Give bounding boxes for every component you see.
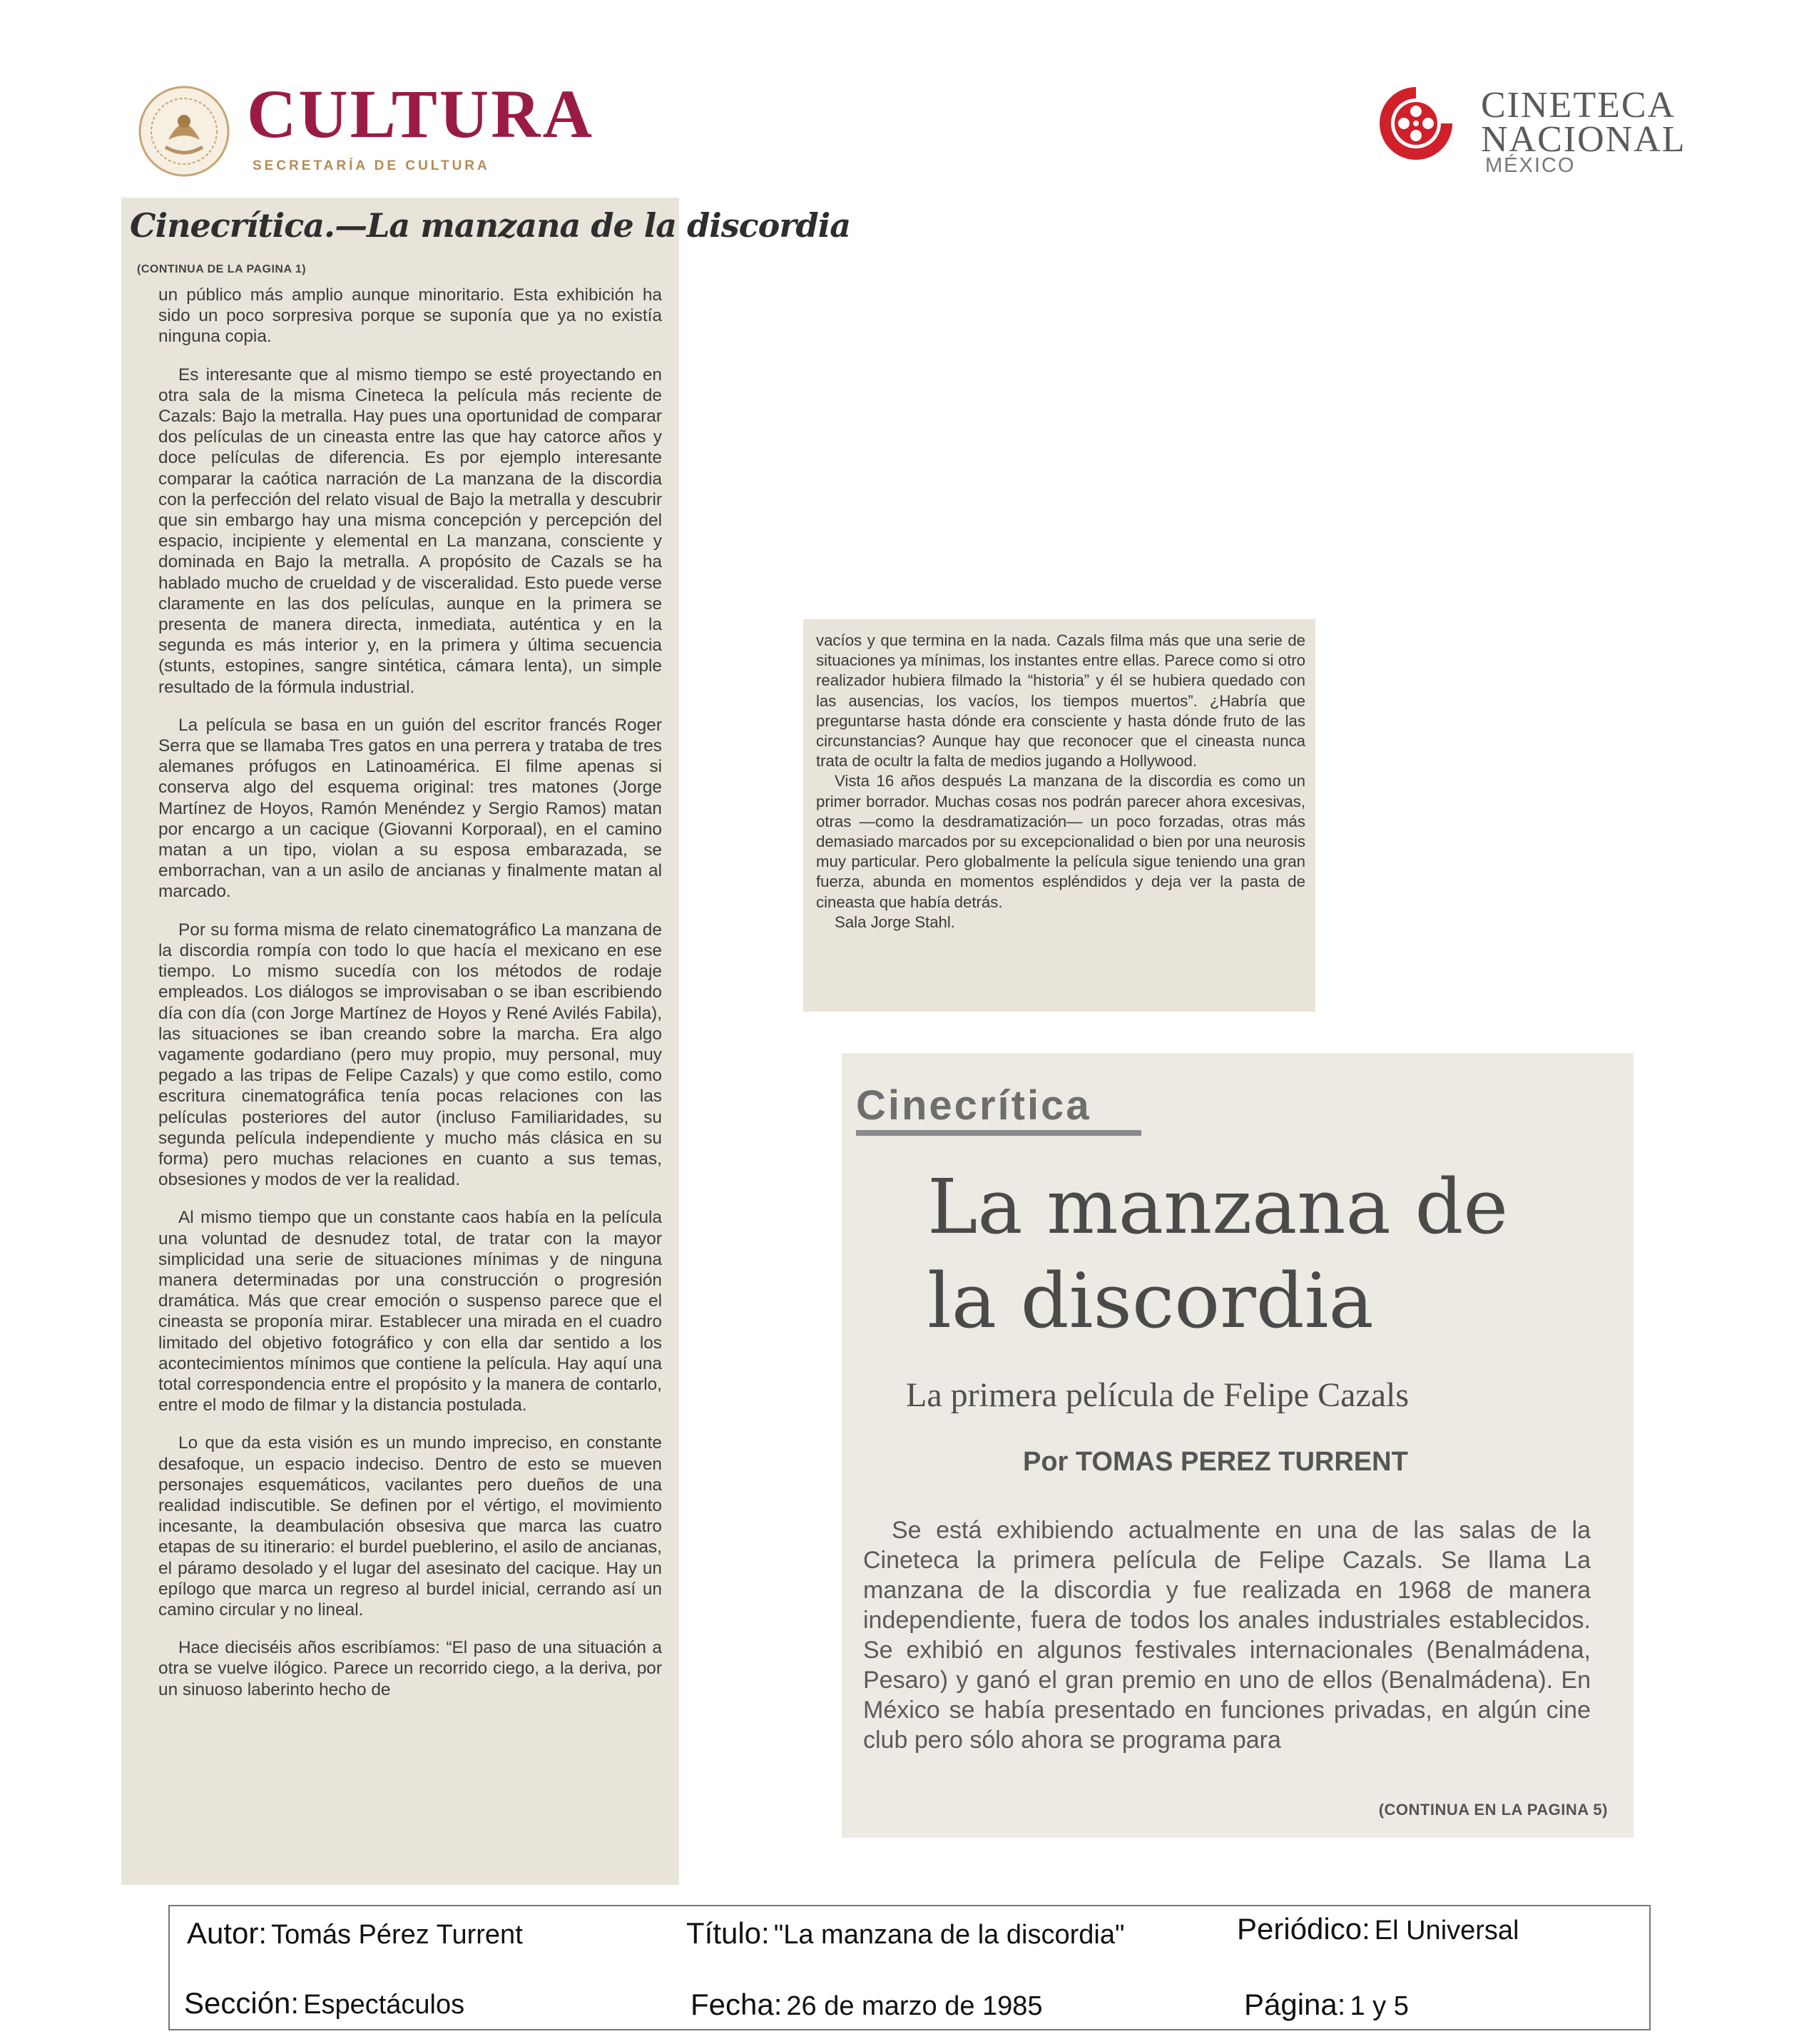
continued-from-note: (CONTINUA DE LA PAGINA 1) bbox=[137, 263, 307, 275]
article-body bbox=[158, 285, 662, 1717]
headline-line: la discordia bbox=[927, 1257, 1374, 1345]
autor-label: Autor: bbox=[187, 1916, 268, 1950]
clipping-ending bbox=[803, 619, 1315, 1012]
article-body bbox=[816, 631, 1305, 932]
fecha-label: Fecha: bbox=[691, 1988, 783, 2021]
paragraph: Al mismo tiempo que un constante caos había en la película una voluntad de desnudez total, de tratar con la mayor simplicidad una serie de situaciones mínimas y de ninguna manera determinadas por una construcción o progresión dramática. Más que crear emoción o suspenso parece que el cineasta se proponía mirar. Establecer una mirada en el cuadro limitado del objetivo fotográfico y con ella dar sentido a los acontecimientos mínimos que contiene la película. Hay aquí una total correspondencia entre el propósito y la manera de contarlo, entre el modo de filmar y la distancia postulada. bbox=[158, 1208, 662, 1415]
periodico-value: El Universal bbox=[1374, 1916, 1519, 1946]
titulo-value: "La manzana de la discordia" bbox=[773, 1920, 1125, 1950]
pagina-value: 1 y 5 bbox=[1350, 1991, 1409, 2021]
article-body bbox=[863, 1515, 1591, 1755]
paragraph: Se está exhibiendo actualmente en una de las salas de la Cineteca la primera película de Felipe Cazals. Se llama La manzana de la discordia y fue realizada en 1968 de manera independiente, fuera de todos los anales industriales establecidos. Se exhibió en algunos festivales internacionales (Benalmádena, Pesaro) y ganó el gran premio en uno de ellos (Benalmádena). En México se había presentado en funciones privadas, en algún cine club pero sólo ahora se programa para bbox=[863, 1517, 1591, 1754]
fecha-value: 26 de marzo de 1985 bbox=[786, 1991, 1043, 2021]
metadata-box bbox=[168, 1905, 1651, 2030]
headline-line: La manzana de bbox=[927, 1163, 1509, 1251]
titulo-field bbox=[686, 1916, 1124, 1951]
seccion-value: Espectáculos bbox=[303, 1990, 465, 2020]
seccion-field bbox=[184, 1986, 464, 2020]
cultura-title: CULTURA bbox=[247, 76, 594, 152]
pagina-field bbox=[1244, 1988, 1409, 2022]
autor-field bbox=[187, 1916, 523, 1951]
paragraph: un público más amplio aunque minoritario. Esta exhibición ha sido un poco sorpresiva porque se suponía que ya no existía ninguna copia. bbox=[158, 285, 662, 347]
cineteca-logo-text bbox=[1481, 85, 1686, 160]
section-label: Cinecrítica bbox=[856, 1082, 1091, 1129]
film-reel-icon bbox=[1375, 83, 1457, 164]
deck: La primera película de Felipe Cazals bbox=[906, 1376, 1410, 1414]
periodico-field bbox=[1237, 1912, 1519, 1946]
mexican-seal-icon bbox=[137, 84, 231, 178]
clipping-title: Cinecrítica.—La manzana de la discordia bbox=[130, 206, 850, 245]
pagina-label: Página: bbox=[1244, 1988, 1346, 2021]
autor-value: Tomás Pérez Turrent bbox=[271, 1920, 523, 1950]
cineteca-line2: NACIONAL bbox=[1481, 118, 1686, 160]
paragraph: Por su forma misma de relato cinematográfico La manzana de la discordia rompía con todo lo que hacía el mexicano en ese tiempo. Lo mismo sucedía con los métodos de rodaje empleados. Los diálogos se improvisaban o se iban escribiendo día con día (con Jorge Martínez de Hoyos y René Avilés Fabila), las situaciones se iban creando sobre la marcha. Era algo vagamente godardiano (pero muy propio, muy personal, muy pegado a las tripas de Felipe Cazals) y que como estilo, como escritura cinematográfica tenía pocas relaciones con las películas posteriores del autor (incluso Familiaridades, su segunda película independiente y mucho más clásica en su forma) pero muchas relaciones en cuanto a sus temas, obsesiones y modos de ver la realidad. bbox=[158, 920, 662, 1190]
clipping-continuation bbox=[121, 198, 850, 1885]
seccion-label: Sección: bbox=[184, 1986, 300, 2020]
fecha-field bbox=[691, 1988, 1043, 2022]
titulo-label: Título: bbox=[686, 1916, 770, 1950]
periodico-label: Periódico: bbox=[1237, 1912, 1370, 1946]
section-rule bbox=[856, 1130, 1141, 1136]
paragraph: Hace dieciséis años escribíamos: “El paso de una situación a otra se vuelve ilógico. Parece un recorrido ciego, a la deriva, por un sinuoso laberinto hecho de bbox=[158, 1638, 662, 1699]
paragraph: Sala Jorge Stahl. bbox=[835, 912, 955, 931]
byline: Por TOMAS PEREZ TURRENT bbox=[1023, 1447, 1408, 1477]
continued-to-note: (CONTINUA EN LA PAGINA 5) bbox=[1378, 1801, 1608, 1819]
paragraph: La película se basa en un guión del escritor francés Roger Serra que se llamaba Tres gatos en una perrera y trataba de tres alemanes prófugos en Latinoamérica. El filme apenas si conserva algo del esquema original: tres matones (Jorge Martínez de Hoyos, Ramón Menéndez y Sergio Ramos) matan por encargo a un cacique (Giovanni Korporaal), en el camino matan a un tipo, violan a su esposa embarazada, se emborrachan, van a un asilo de ancianas y finalmente matan al marcado. bbox=[158, 715, 662, 902]
paragraph: vacíos y que termina en la nada. Cazals filma más que una serie de situaciones ya mínimas, los instantes entre ellas. Parece como si otro realizador hubiera filmado la “historia” y él se hubiera quedado con las ausencias, los vacíos, los tiempos muertos”. ¿Habría que preguntarse hasta dónde era consciente y hasta dónde fruto de las circunstancias? Aunque hay que reconocer que el cineasta nunca trata de ocultr la falta de medios jugando a Hollywood. bbox=[816, 631, 1305, 771]
clipping-front bbox=[842, 1053, 1634, 1838]
cineteca-line1: CINETECA bbox=[1481, 85, 1676, 126]
cultura-subtitle: SECRETARÍA DE CULTURA bbox=[253, 158, 490, 173]
paragraph: Lo que da esta visión es un mundo impreciso, en constante desafoque, un espacio indeciso. Dentro de esto se mueven personajes esquemáticos, vacilantes pero dueños de una realidad indiscutible. Se definen por el vértigo, el movimiento incesante, la deambulación obsesiva que marca las cuatro etapas de su itinerario: el burdel pueblerino, el asilo de ancianas, el páramo desolado y el lugar del asesinato del cacique. Hay un epílogo que marca un regreso al burdel inicial, cerrando así un camino circular y no lineal. bbox=[158, 1433, 662, 1620]
paragraph: Vista 16 años después La manzana de la discordia es como un primer borrador. Muchas cosas nos podrán parecer ahora excesivas, otras —como la desdramatización— un poco forzadas, otras más demasiado marcados por su excepcionalidad o bien por una neurosis muy particular. Pero globalmente la película sigue teniendo una gran fuerza, abunda en momentos espléndidos y deja ver la pasta de cineasta que había detrás. bbox=[816, 772, 1305, 911]
cineteca-country: MÉXICO bbox=[1485, 154, 1576, 177]
headline bbox=[927, 1160, 1569, 1348]
paragraph: Es interesante que al mismo tiempo se esté proyectando en otra sala de la misma Cineteca la película más reciente de Cazals: Bajo la metralla. Hay pues una oportunidad de comparar dos películas de un cineasta entre las que hay catorce años y doce películas de diferencia. Es por ejemplo interesante comparar la caótica narración de La manzana de la discordia con la perfección del relato visual de Bajo la metralla y descubrir que sin embargo hay una misma concepción y percepción del espacio, incipiente y elemental en La manzana, consciente y dominada en Bajo la metralla. A propósito de Cazals se ha hablado mucho de crueldad y de visceralidad. Esto puede verse claramente en las dos películas, aunque en la primera se presenta de manera directa, inmediata, auténtica y en la segunda es más interior y, en la primera y última secuencia (stunts, estopines, sangre sintética, cámara lenta), un simple resultado de la fórmula industrial. bbox=[158, 365, 662, 697]
